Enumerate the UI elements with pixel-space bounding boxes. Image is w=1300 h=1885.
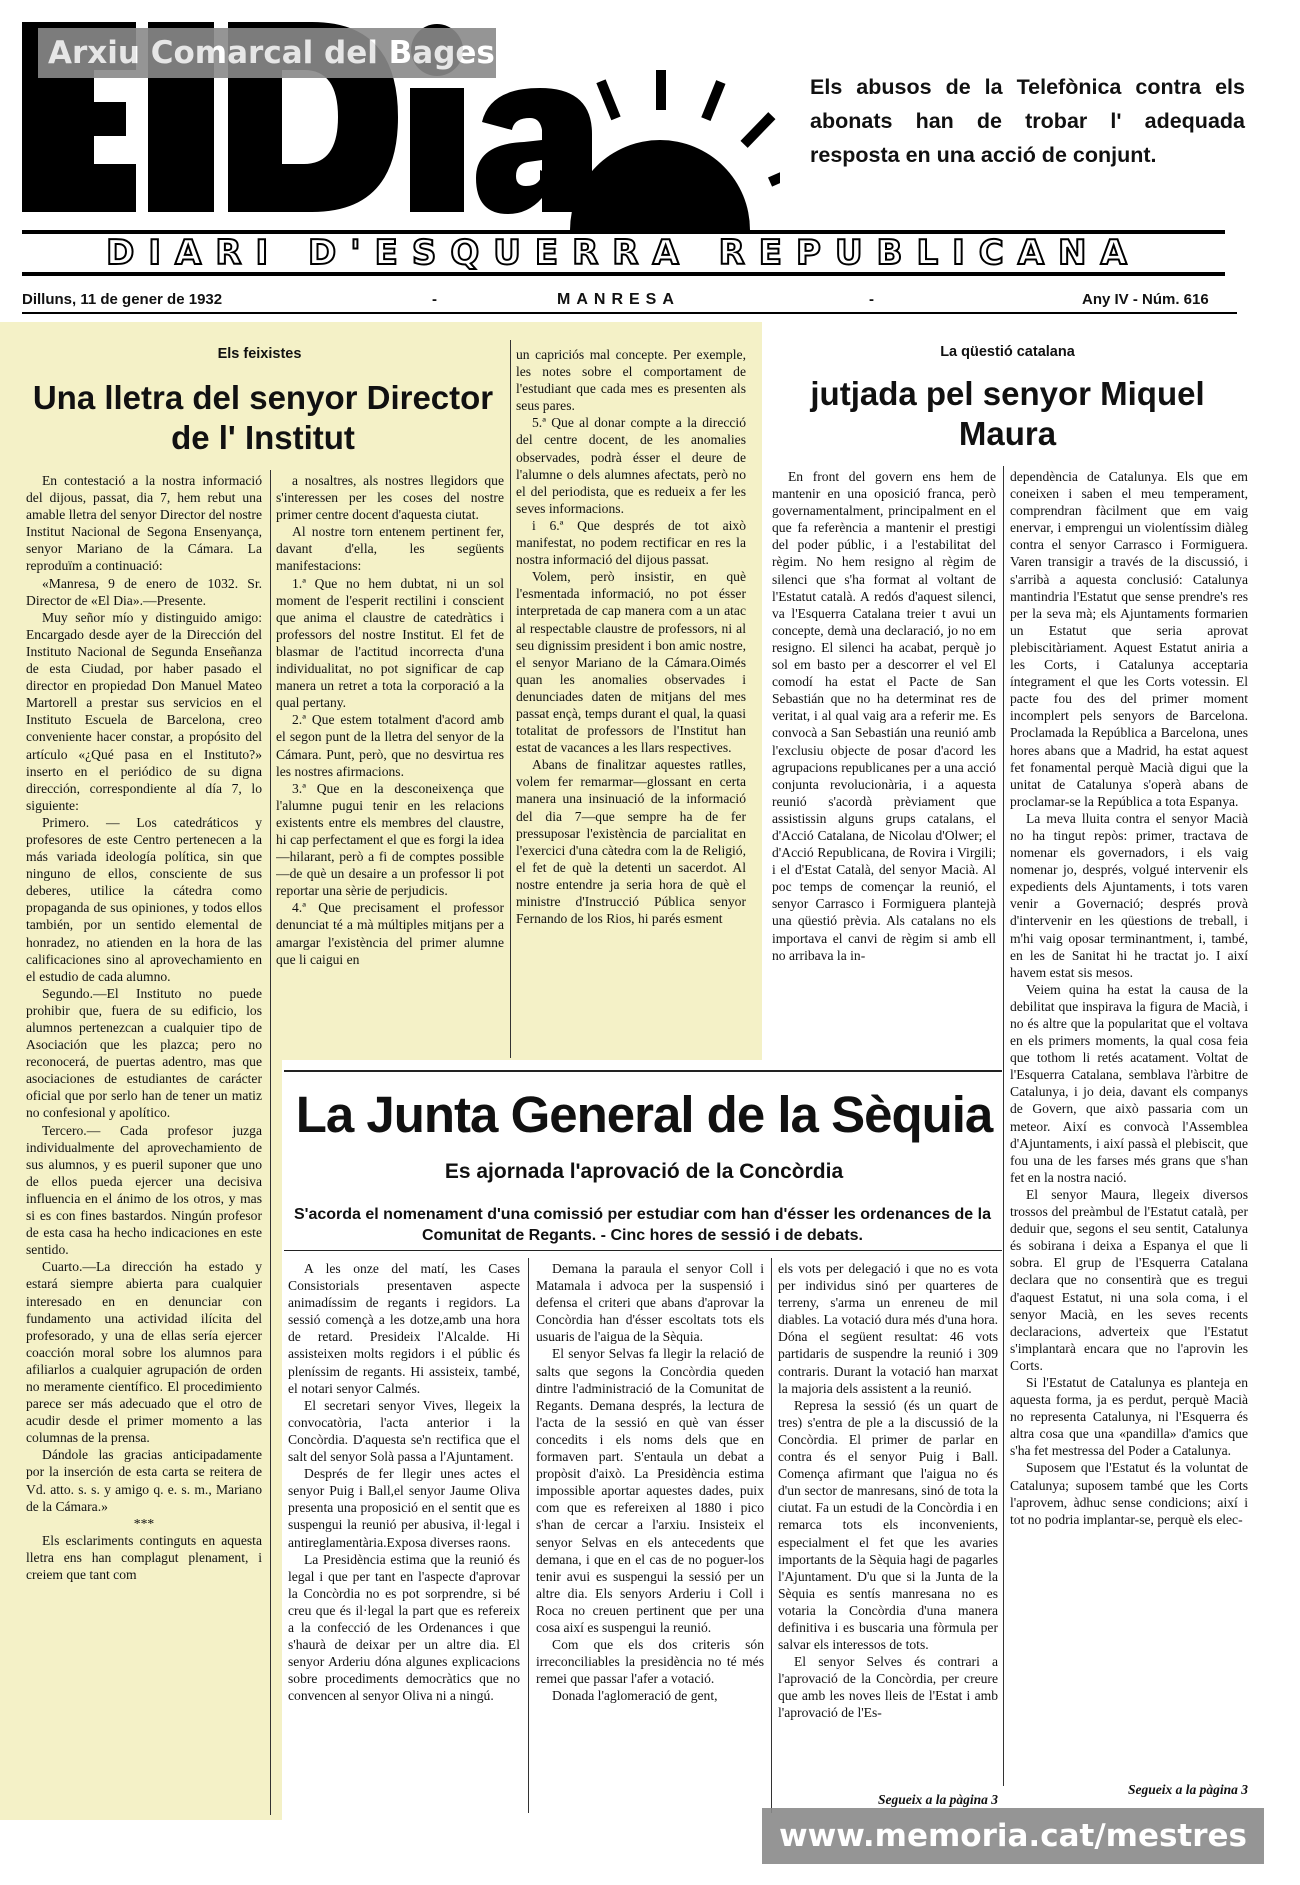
paragraph: a nosaltres, als nostres llegidors que s'interessen per les coses del nostre primer centre docent d'aquesta ciutat. — [276, 473, 504, 523]
column-rule — [528, 1258, 529, 1813]
banner-text: DIARI D'ESQUERRA REPUBLICANA — [106, 233, 1141, 273]
paragraph: A les onze del matí, les Cases Consistorials presentaven aspecte animadíssim de regants i regidors. La sessió començà a les dotze,amb una hora de retard. Presideix l'Alcalde. Hi assisteixen molts regidors i el públic és pleníssim de regants. Hi assisteix, també, el notari senyor Calmés. — [288, 1261, 520, 1396]
institut-column-2 — [276, 472, 504, 1058]
institut-column-1 — [26, 472, 262, 1817]
paragraph: Primero. — Los catedráticos y profesores de este Centro pertenecen a la más variada ideología política, sin que ninguno de ellos, consciente de sus deberes, utilice la cátedra como propaganda de sus opiniones, y todos ellos también, por un sentido elemental de honradez, no atienden en la hora de las calificaciones sino al aprovechamiento en el estudio de cada alumno. — [26, 814, 262, 984]
rising-sun-emblem — [540, 60, 780, 230]
sequia-column-2 — [536, 1260, 764, 1812]
dateline: Dilluns, 11 de gener de 1932 - MANRESA - Any IV - Núm. 616 — [22, 291, 1209, 308]
sequia-column-3 — [778, 1260, 998, 1792]
paragraph: Abans de finalitzar aquestes ratlles, volem fer remarmar—glossant en certa manera una insinuació de la informació del dia 7—que sempre ha de fer pressuposar l'existència de parcialitat en l'exercici d'una càtedra com la de Religió, el fet de què la detenti un sacerdot. Al nostre entendre ja seria hora de què el ministre d'Instrucció Pública senyor Fernando de los Rios, hi parés esment — [516, 757, 746, 927]
maura-column-1 — [772, 468, 996, 1056]
paragraph: El senyor Maura, llegeix diversos trossos del preàmbul de l'Estatut català, per deduir que, segons el seu sentit, Catalunya és sobirana i deixa a Espanya el que li sobra. El grup de l'Esquerra Catalana declara que no consentirà que es tregui d'aquest Estatut, ni una sola coma, i el senyor Macià, en les seves recents declaracions, adverteix que l'Estatut s'implantarà encara que no l'aprovin les Corts. — [1010, 1186, 1248, 1373]
paragraph: Demana la paraula el senyor Coll i Matamala i advoca per la suspensió i defensa el criteri que abans d'aprovar la Concòrdia han d'ésser escoltats tots els usuaris de l'aigua de la Sèquia. — [536, 1261, 764, 1345]
sequia-continue: Segueix a la pàgina 3 — [877, 1792, 998, 1807]
paragraph: El secretari senyor Vives, llegeix la convocatòria, l'acta anterior i la Concòrdia. D'aquesta se'n rectifica que el salt del senyor Solà passa a l'Ajuntament. — [288, 1397, 520, 1465]
paragraph: Cuarto.—La dirección ha estado y estará siempre abierta para cualquier interesado en en denunciar con fundamento una actividad ilícita del profesorado, y una de ellas sería ejercer coacción moral sobre los alumnos para afiliarlos a cualquier agrupación de orden no meramente científico. El procedimiento parece ser más adecuado que el otro de acudir desde el primer momento a las columnas de la prensa. — [26, 1259, 262, 1446]
paragraph: els vots per delegació i que no es vota per individus sinó per quarteres de terreny, s'arma un enreneu de mil diables. La votació dura més d'una hora. Dóna el següent resultat: 46 vots partidaris de suspendre la reunió i 309 contraris. Durant la votació han marxat la majoria dels assistent a la reunió. — [778, 1261, 998, 1396]
section-rule — [284, 1070, 1002, 1072]
institut-title: Una lletra del senyor Director de l' Institut — [32, 379, 494, 456]
sequia-deck: S'acorda el nomenament d'una comissió per estudiar com han d'ésser les ordenances de la Comunitat de Regants. - Cinc hores de sessió i de debats. — [294, 1206, 991, 1244]
paragraph: dependència de Catalunya. Els que em coneixen i saben el meu temperament, comprendran fàcilment que em vaig enervar, i emprengui un violentíssim diàleg contra el senyor Carrasco i Formiguera. Varen transigir a través de la discussió, i s'arribà a aquesta conclusió: Catalunya mantindria l'Estatut que sense prendre's res per la seva mà; els Ajuntaments formarien un Estatut que seria aprovat plebiscitàriament. Aquest Estatut aniria a les Corts, i Catalunya acceptaria íntegrament el que les Corts votessin. El pacte fou des del primer moment incomplert pels senyors de Barcelona. Proclamada la República a Barcelona, unes hores abans que a Madrid, ha estat aquest fet fonamental perquè Macià digui que la unitat de Catalunya s'operà abans de proclamar-se la República a tota Espanya. — [1010, 469, 1248, 809]
dateline-rule — [22, 312, 1237, 314]
column-rule — [510, 340, 511, 1058]
paragraph: Com que els dos criteris són irreconciliables la presidència no té més remei que passar l'afer a votació. — [536, 1637, 764, 1687]
maura-continue: Segueix a la pàgina 3 — [1127, 1782, 1248, 1797]
paragraph: Suposem que l'Estatut és la voluntat de Catalunya; suposem també que les Corts l'aprovem, àdhuc sense condicions; així i tot no podria implantar-se, perquè els elec- — [1010, 1460, 1248, 1527]
sequia-subtitle: Es ajornada l'aprovació de la Concòrdia — [444, 1160, 844, 1183]
paragraph: En contestació a la nostra informació del dijous, passat, dia 7, hem rebut una amable lletra del senyor Director del nostre Institut Nacional de Segona Ensenyança, senyor Mariano de la Cámara. La reproduïm a continuació: — [26, 473, 262, 574]
issue-date: Dilluns, 11 de gener de 1932 — [22, 291, 223, 308]
paragraph: El senyor Selvas fa llegir la relació de salts que segons la Concòrdia queden dintre l'administració de la Comunitat de Regants. Demana després, la lectura de l'acta de la sessió en què van ésser concedits i els noms dels que en formaven part. S'entaula un debat a propòsit d'això. La Presidència estima impossible aportar aquestes dades, puix com que es refereixen al 1880 i pico s'han de cercar a l'arxiu. Insisteix el senyor Selvas en els antecedents que demana, i que en el cas de no poguer-los tenir avui es suspengui la sessió per un altre dia. Els senyors Arderiu i Coll i Roca no creuen pertinent que per una cosa així es suspengui la reunió. — [536, 1346, 764, 1635]
maura-kicker: La qüestió catalana — [940, 344, 1075, 360]
paragraph: 4.ª Que precisament el professor denunciat té a mà múltiples mitjans per a amargar l'existència del primer alumne que li caigui en — [276, 900, 504, 967]
paragraph: Al nostre torn entenem pertinent fer, davant d'ella, les següents manifestacions: — [276, 524, 504, 574]
column-rule — [270, 470, 271, 1815]
paragraph: Tercero.— Cada profesor juzga individualmente del aprovechamiento de sus alumnos, y es pueril suponer que uno de ellos pueda ejercer una decisiva influencia en el ánimo de los otros, y mas si es con fines bastardos. Ningún profesor de esta casa ha hecho indicaciones en este sentido. — [26, 1122, 262, 1258]
site-watermark: www.memoria.cat/mestres — [762, 1808, 1264, 1864]
paragraph: «Manresa, 9 de enero de 1032. Sr. Director de «El Dia».—Presente. — [26, 575, 262, 608]
sequia-column-1 — [288, 1260, 520, 1812]
paragraph: 3.ª Que en la desconeixença que l'alumne pugui tenir en les relacions existents entre els membres del claustre, hi cap perfectament el que es forgi la idea—hilarant, però a fi de comptes possible—de què un desaire a un professor li pot reportar una sèrie de perjudicis. — [276, 780, 504, 899]
paragraph: Dándole las gracias anticipadamente por la inserción de esta carta se reitera de Vd. atto. s. s. y amigo q. e. s. m., Mariano de la Cámara.» — [26, 1447, 262, 1514]
paragraph: Segundo.—El Instituto no puede prohibir que, fuera de su edificio, los alumnos pertenezcan a cualquier tipo de Asociación que les plazca; pero no reconocerá, de puertas adentro, mas que asociaciones de estudiantes de carácter oficial que por serlo han de tener un matiz no confesional y apolítico. — [26, 985, 262, 1121]
paragraph: En front del govern ens hem de mantenir en una oposició franca, però governamentalment, principalment en el que fa referència a mantenir el prestigi del poder públic, i a l'estabilitat del règim. No hem resigno al règim de silenci que s'ha format al voltant de l'Estatut català. A redós d'aquest silenci, va l'Esquerra Catalana treier t avui un concepte, demà una declaració, jo no em resigno. El silenci ha acabat, perquè jo sol em basto per a descorrer el vel El comodí ha estat el Pacte de San Sebastián que no ha determinat res de veritat, i al qual vaig ara a referir me. Es convocà a San Sebastián una reunió amb l'exclusiu objecte de posar d'acord les agrupacions republicanes per a una acció conjunta revolucionària, i a aquesta reunió s'acordà prèviament que assistissin alguns grups catalans, el d'Acció Catalana, de Nicolau d'Olwer; el d'Acció Republicana, de Rovira i Virgili; i el d'Estat Català, del senyor Macià. Al poc temps de començar la reunió, el senyor Carrasco i Formiguera plantejà una qüestió prèvia. Als catalans no els importava el canvi de règim si amb ell no arribava la in- — [772, 469, 996, 963]
section-rule — [284, 1250, 1002, 1251]
archive-watermark: Arxiu Comarcal del Bages — [38, 28, 496, 78]
paragraph: La meva lluita contra el senyor Macià no ha tingut repòs: primer, tractava de nomenar els governadors, i els vaig nomenar jo, després, volgué intervenir els expedients dels Ajuntaments, i tots varen venir a Governació; després provà d'intervenir en les qüestions de treball, i m'hi vaig oposar terminantment, i, també, en les de Sanitat hi he tractat jo. I així havem estat sis mesos. — [1010, 810, 1248, 980]
paragraph: Represa la sessió (és un quart de tres) s'entra de ple a la discussió de la Concòrdia. El primer de parlar en contra és el senyor Puig i Ball. Comença afirmant que l'aigua no és d'un sector de manresans, sinó de tota la ciutat. Fa un estudi de la Concòrdia i en remarca tots els inconvenients, especialment el fet que les avaries importants de la Sèquia hagi de pagarles l'Ajuntament. D'u que si la Junta de la Sèquia es sentís manresana no es votaria la Concòrdia d'una manera definitiva i es buscaria una fòrmula per salvar els interessos de tots. — [778, 1397, 998, 1653]
paragraph: 1.ª Que no hem dubtat, ni un sol moment de l'esperit rectilini i conscient que anima el claustre de catedràtics i professors del nostre Institut. El fet de blasmar de l'actitud incorrecta d'una individualitat, no pot significar de cap manera un retret a tota la corporació a la qual pertany. — [276, 575, 504, 711]
paragraph: Muy señor mío y distinguido amigo: Encargado desde ayer de la Dirección del Instituto Nacional de Segunda Enseñanza de esta Ciudad, por haber pasado el director en propiedad Don Manuel Mateo Martorell a prestar sus servicios en el Instituto Escuela de Barcelona, creo conveniente hacer constar, a propósito del artículo «¿Qué pasa en el Instituto?» inserto en el periódico de su digna dirección, correspondiente al día 7, lo siguiente: — [26, 609, 262, 813]
paragraph: La Presidència estima que la reunió és legal i que per tant en l'aspecte d'aprovar la Concòrdia no es pot sorprendre, si bé creu que és il·legal la part que es refereix a la confecció de les Ordenances i que s'haurà de deixar per un altre dia. El senyor Arderiu dóna algunes explicacions sobre procediments democràtics que no convencen al senyor Oliva ni a ningú. — [288, 1551, 520, 1704]
paragraph: 5.ª Que al donar compte a la direcció del centre docent, de les anomalies observades, podrà ésser el deure de l'alumne o dels alumnes afectats, però no el del periodista, que es redueix a fer les seves informacions. — [516, 415, 746, 516]
masthead-banner — [22, 230, 1225, 276]
paragraph: Volem, però insistir, en què l'esmentada informació, no pot ésser interpretada de cap manera com a un atac al respectable claustre de professors, ni al seu dignissim president i bon amic nostre, el senyor Mariano de la Cámara.Oimés quan les anomalies observades i denunciades daten de mitjans del mes passat ençà, temps durant el qual, la quasi totalitat de professors de l'Institut han estat de vacances a les llars respectives. — [516, 569, 746, 756]
paragraph: Els esclariments continguts en aquesta lletra ens han complagut plenament, i creiem que tant com — [26, 1532, 262, 1582]
column-rule — [771, 1258, 772, 1813]
paragraph: Si l'Estatut de Catalunya es planteja en aquesta forma, ja es perdut, perquè Macià no representa Catalunya, ni l'Esquerra és altra cosa que una «pandilla» d'amics que s'ha fet mestressa del Poder a Catalunya. — [1010, 1374, 1248, 1459]
institut-column-3 — [516, 346, 746, 1058]
paragraph: i 6.ª Que després de tot això manifestat, no podem rectificar en res la nostra informació del dijous passat. — [516, 517, 746, 568]
separator: *** — [133, 1515, 155, 1531]
paragraph: un capriciós mal concepte. Per exemple, les notes sobre el comportament de l'estudiant que cada mes es presenten als seus pares. — [516, 347, 746, 414]
maura-title: jutjada pel senyor Miquel Maura — [810, 375, 1205, 452]
paragraph: 2.ª Que estem totalment d'acord amb el segon punt de la lletra del senyor de la Cámara. Punt, però, que no desvirtua res les nostres afirmacions. — [276, 712, 504, 779]
paragraph: Donada l'aglomeració de gent, — [552, 1688, 718, 1704]
sequia-title: La Junta General de la Sèquia — [295, 1086, 993, 1143]
paragraph: Després de fer llegir unes actes el senyor Puig i Ball,el senyor Jaume Oliva presenta una proposició en el sentit que es suspengui la reunió per abusiva, il·legal i antireglamentària.Exposa diverses raons. — [288, 1466, 520, 1550]
maura-column-2 — [1010, 468, 1248, 1780]
paragraph: Veiem quina ha estat la causa de la debilitat que inspirava la figura de Macià, i no és altre que la popularitat que el voltava en els primers moments, la qual cosa feia que tothom li retés acatament. Voltat de l'Esquerra Catalana, semblava l'àrbitre de Catalunya, i jo deia, davant els companys de Govern, que això passaria com un meteor. Així es convocà l'Assemblea d'Ajuntaments, i així passà el plebiscit, que fou una de les farses més grans que s'han fet en la nostra nació. — [1010, 981, 1248, 1185]
top-headline: Els abusos de la Telefònica contra els abonats han de trobar l' adequada resposta en una acció de conjunt. — [810, 75, 1245, 167]
institut-kicker: Els feixistes — [217, 346, 302, 362]
paragraph: El senyor Selves és contrari a l'aprovació de la Concòrdia, per creure que amb les noves lleis de l'Estat i amb l'aprovació de l'Es- — [778, 1654, 998, 1721]
city-name: MANRESA — [557, 291, 680, 308]
issue-number: Any IV - Núm. 616 — [1082, 291, 1209, 308]
